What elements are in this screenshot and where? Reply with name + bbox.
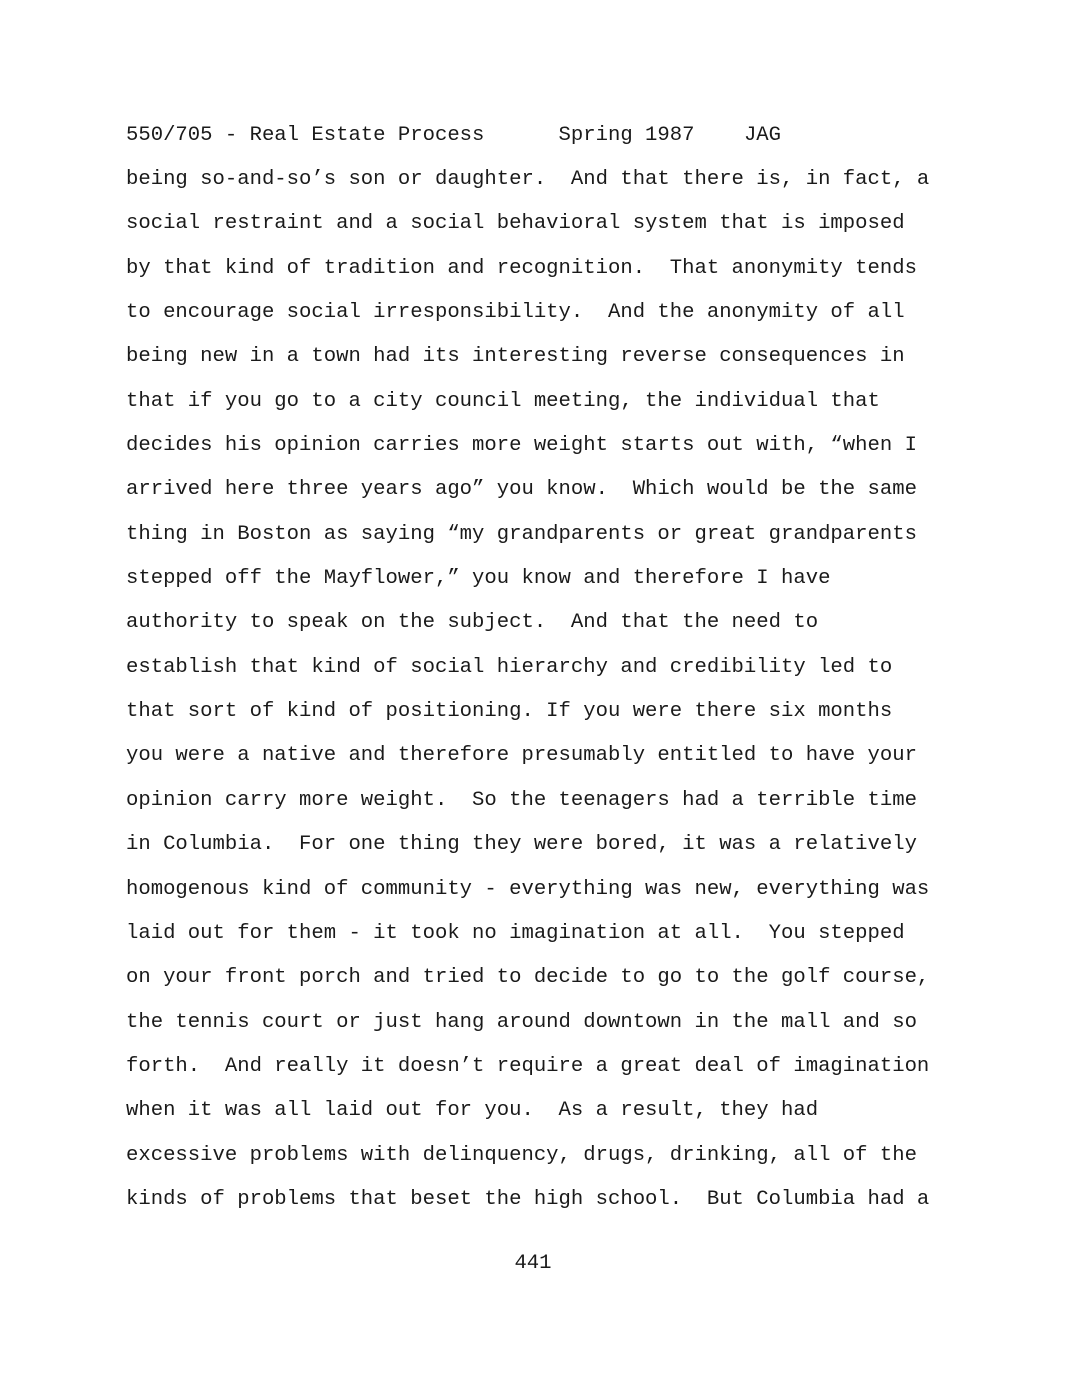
text-line: by that kind of tradition and recognition. That anonymity tends xyxy=(126,256,917,280)
text-line: when it was all laid out for you. As a result, they had xyxy=(126,1099,819,1123)
text-line: to encourage social irresponsibility. And the anonymity of all xyxy=(126,301,905,325)
text-line: stepped off the Mayflower,” you know and therefore I have xyxy=(126,567,831,591)
text-line: that if you go to a city council meeting, the individual that xyxy=(126,389,880,413)
text-line: establish that kind of social hierarchy and credibility led to xyxy=(126,655,893,679)
text-line: homogenous kind of community - everything was new, everything was xyxy=(126,877,930,901)
text-line: social restraint and a social behavioral system that is imposed xyxy=(126,212,905,236)
page-header xyxy=(126,123,781,149)
text-line: decides his opinion carries more weight starts out with, “when I xyxy=(126,434,917,458)
text-line: arrived here three years ago” you know. Which would be the same xyxy=(126,478,917,502)
text-line: that sort of kind of positioning. If you were there six months xyxy=(126,700,893,724)
header-term: Spring 1987 xyxy=(558,124,695,147)
transcript-body xyxy=(126,167,1026,1231)
text-line: being new in a town had its interesting reverse consequences in xyxy=(126,345,905,369)
text-line: you were a native and therefore presumably entitled to have your xyxy=(126,744,917,768)
text-line: excessive problems with delinquency, drugs, drinking, all of the xyxy=(126,1143,917,1167)
text-line: kinds of problems that beset the high school. But Columbia had a xyxy=(126,1187,930,1211)
text-line: being so-and-so’s son or daughter. And that there is, in fact, a xyxy=(126,168,930,191)
text-line: on your front porch and tried to decide to go to the golf course, xyxy=(126,966,930,990)
text-line: thing in Boston as saying “my grandparents or great grandparents xyxy=(126,522,917,546)
text-line: opinion carry more weight. So the teenagers had a terrible time xyxy=(126,788,917,812)
header-course: 550/705 - Real Estate Process xyxy=(126,124,485,147)
text-line: forth. And really it doesn’t require a great deal of imagination xyxy=(126,1054,930,1078)
text-line: in Columbia. For one thing they were bored, it was a relatively xyxy=(126,833,917,857)
text-line: authority to speak on the subject. And that the need to xyxy=(126,611,819,635)
text-line: the tennis court or just hang around downtown in the mall and so xyxy=(126,1010,917,1034)
page-number: 441 xyxy=(514,1252,552,1275)
text-line: laid out for them - it took no imagination at all. You stepped xyxy=(126,921,905,945)
header-initials: JAG xyxy=(743,124,782,147)
